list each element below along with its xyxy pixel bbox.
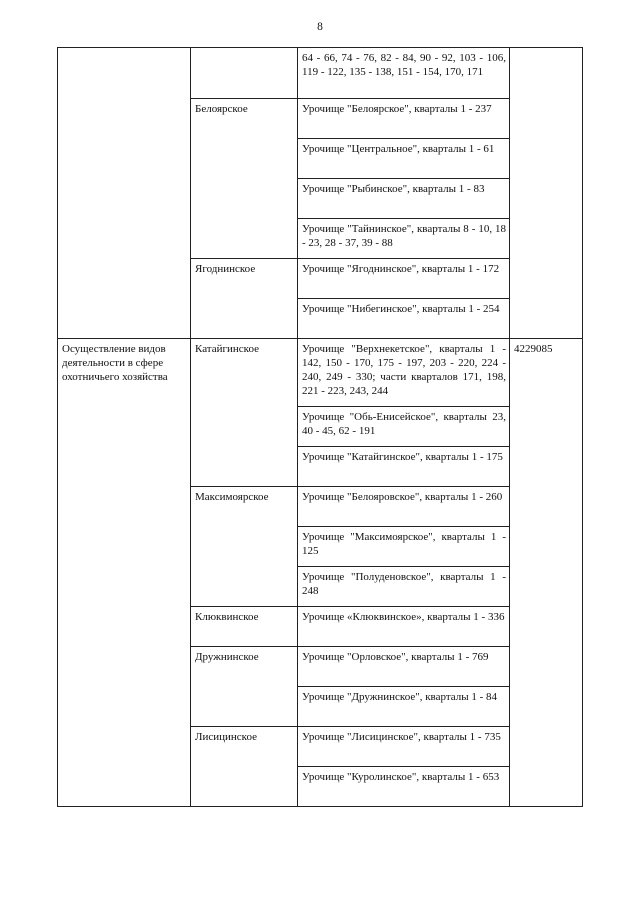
location-cell: Урочище "Нибегинское", кварталы 1 - 254 — [298, 299, 510, 339]
location-cell: Урочище "Рыбинское", кварталы 1 - 83 — [298, 179, 510, 219]
activity-cell: Осуществление видов деятельности в сфере охотничьего хозяйства — [58, 339, 191, 807]
location-cell: Урочище "Верхнекетское", кварталы 1 - 142, 150 - 170, 175 - 197, 203 - 220, 224 - 240, 249 - 330; части кварталов 171, 198, 221 - 223, 243, 244 — [298, 339, 510, 407]
location-cell: Урочище "Белояровское", кварталы 1 - 260 — [298, 487, 510, 527]
location-cell: Урочище "Максимоярское", кварталы 1 - 125 — [298, 527, 510, 567]
table-row — [58, 48, 583, 99]
district-cell: Белоярское — [191, 99, 298, 259]
district-cell: Ягоднинское — [191, 259, 298, 339]
district-cell — [191, 48, 298, 99]
district-cell: Клюквинское — [191, 607, 298, 647]
page-number: 8 — [317, 21, 323, 33]
location-cell: Урочище "Катайгинское", кварталы 1 - 175 — [298, 447, 510, 487]
code-cell — [510, 48, 583, 339]
location-cell: Урочище "Тайнинское", кварталы 8 - 10, 18 - 23, 28 - 37, 39 - 88 — [298, 219, 510, 259]
location-cell: 64 - 66, 74 - 76, 82 - 84, 90 - 92, 103 - 106, 119 - 122, 135 - 138, 151 - 154, 170, 171 — [298, 48, 510, 99]
district-cell: Дружнинское — [191, 647, 298, 727]
district-cell: Максимоярское — [191, 487, 298, 607]
location-cell: Урочище "Дружнинское", кварталы 1 - 84 — [298, 687, 510, 727]
location-cell: Урочище "Лисицинское", кварталы 1 - 735 — [298, 727, 510, 767]
table-row — [58, 339, 583, 407]
location-cell: Урочище "Орловское", кварталы 1 - 769 — [298, 647, 510, 687]
district-cell: Лисицинское — [191, 727, 298, 807]
activity-cell — [58, 48, 191, 339]
forestry-areas-table — [57, 47, 583, 807]
code-cell: 4229085 — [510, 339, 583, 807]
location-cell: Урочище "Полуденовское", кварталы 1 - 248 — [298, 567, 510, 607]
district-cell: Катайгинское — [191, 339, 298, 487]
location-cell: Урочище «Клюквинское», кварталы 1 - 336 — [298, 607, 510, 647]
location-cell: Урочище "Обь-Енисейское", кварталы 23, 40 - 45, 62 - 191 — [298, 407, 510, 447]
location-cell: Урочище "Куролинское", кварталы 1 - 653 — [298, 767, 510, 807]
location-cell: Урочище "Ягоднинское", кварталы 1 - 172 — [298, 259, 510, 299]
location-cell: Урочище "Белоярское", кварталы 1 - 237 — [298, 99, 510, 139]
location-cell: Урочище "Центральное", кварталы 1 - 61 — [298, 139, 510, 179]
